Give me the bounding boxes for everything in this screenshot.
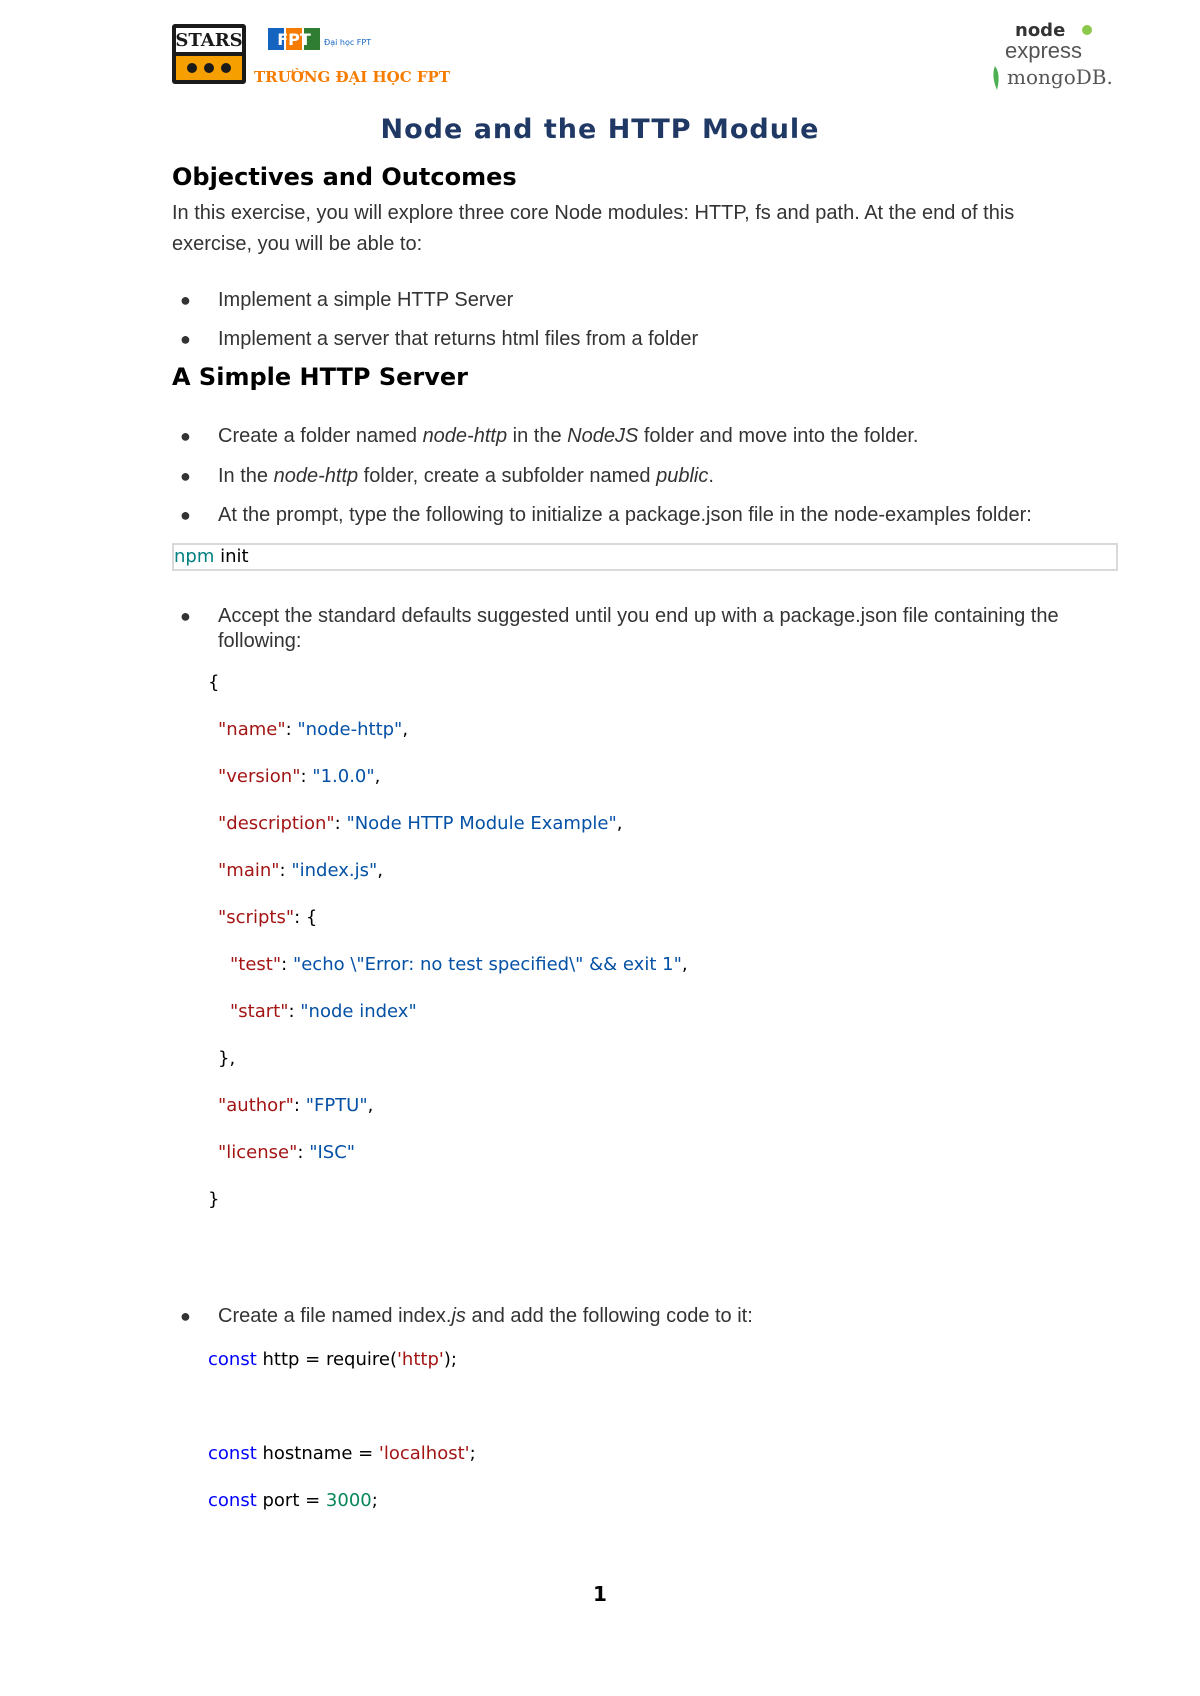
code-line: "version": "1.0.0", <box>218 766 381 787</box>
page-title: Node and the HTTP Module <box>380 114 820 145</box>
code-line: "scripts": { <box>218 907 318 928</box>
code-line: "license": "ISC" <box>218 1142 356 1163</box>
code-line: { <box>208 672 220 693</box>
code-line: "test": "echo \"Error: no test specified\" && exit 1", <box>230 954 688 975</box>
npm-init-code-box: npm init <box>172 543 1118 571</box>
code-line: "main": "index.js", <box>218 860 383 881</box>
bullet-icon: ● <box>180 290 191 310</box>
code-line: "author": "FPTU", <box>218 1095 374 1116</box>
page-number: 1 <box>593 1582 607 1606</box>
bullet-icon: ● <box>180 1306 191 1326</box>
objectives-heading: Objectives and Outcomes <box>172 163 517 191</box>
bullet-icon: ● <box>180 606 191 626</box>
express-logo-text: express <box>1005 38 1083 63</box>
node-logo-text: node <box>1015 20 1066 41</box>
server-heading: A Simple HTTP Server <box>172 363 468 391</box>
code-line: "name": "node-http", <box>218 719 409 740</box>
svg-text:Đại học FPT: Đại học FPT <box>324 38 372 47</box>
code-line: }, <box>218 1048 236 1069</box>
code-line: "start": "node index" <box>230 1001 417 1022</box>
bullet-icon: ● <box>180 466 191 486</box>
document-page: STARS FPT Đại học FPT TRƯỜNG ĐẠI HỌC FPT node express mongoDB. Node and the HTTP Module Objectives and Outcomes In this exercise, you will explore three core Node modules: HTTP, fs and path. At the end of this exercise, you will be able to: ● Implement a simple HTTP Server ● Implement a server that returns html files from a folder A Simple HTTP Server ● Create a folder named node-http in the NodeJS folder and move into the folder. ● In the node-http folder, create a subfolder named public. ● At the prompt, type the following to initialize a package.json file in the node-examples folder: npm init ● Accept the standard defaults suggested until you end up with a package.json file containing the following: { "name": "node-http", "version": "1.0.0", "description": "Node HTTP Module Example", "main": "index.js", "scripts": { "test": "echo \"Error: no test specified\" && exit 1", "start": "node index" }, "author": "FPTU", "license": "ISC" } ● Create a file named index.js and add the following code to it: const http = require('http'); const hostname = 'localhost'; const port = 3000; 1 <box>0 0 1200 1696</box>
node-express-mongodb-logo <box>985 18 1135 90</box>
bullet-icon: ● <box>180 329 191 349</box>
mongodb-logo-text: mongoDB. <box>1007 65 1113 89</box>
fpt-logo-text: FPT <box>277 30 311 49</box>
code-line: const http = require('http'); <box>208 1349 457 1370</box>
stars-logo-text: STARS <box>175 30 243 51</box>
mongodb-leaf-icon <box>993 66 998 90</box>
code-line: const port = 3000; <box>208 1490 378 1511</box>
bullet-icon: ● <box>180 426 191 446</box>
bullet-icon: ● <box>180 505 191 525</box>
university-name-text: TRƯỜNG ĐẠI HỌC FPT <box>254 68 450 86</box>
fpt-university-logo <box>172 24 450 90</box>
code-line: } <box>208 1189 220 1210</box>
objectives-intro: In this exercise, you will explore three core Node modules: HTTP, fs and path. At the end of this exercise, you will be able to: <box>172 202 1015 255</box>
npm-keyword: npm <box>174 546 215 567</box>
code-line: const hostname = 'localhost'; <box>208 1443 476 1464</box>
code-line: "description": "Node HTTP Module Example", <box>218 813 623 834</box>
